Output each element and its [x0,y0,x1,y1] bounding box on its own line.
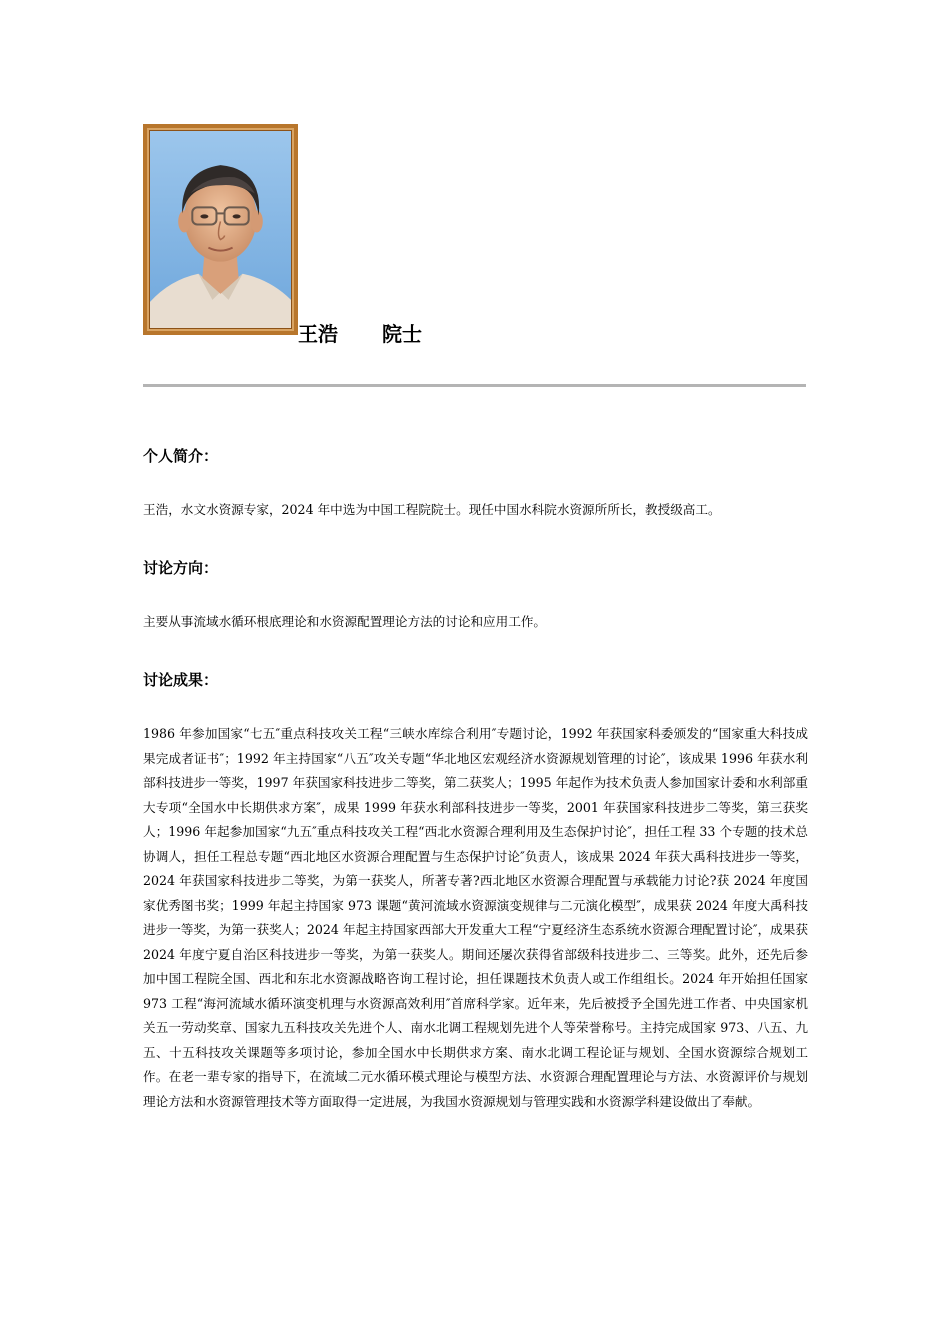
achievements-text: 1986 年参加国家“七五″重点科技攻关工程“三峡水库综合利用″专题讨论，1992 年获国家科委颁发的“国家重大科技成果完成者证书″；1992 年主持国家“八五″攻关专题“华北地区宏观经济水资源规划管理的讨论″，该成果 1996 年获水利部科技进步一等奖，1997 年获国家科技进步二等奖，第二获奖人；1995 年起作为技术负责人参加国家计委和水利部重大专项“全国水中长期供求方案″，成果 1999 年获水利部科技进步一等奖，2001 年获国家科技进步二等奖，第三获奖人；1996 年起参加国家“九五″重点科技攻关工程“西北水资源合理利用及生态保护讨论″，担任工程 33 个专题的技术总协调人，担任工程总专题“西北地区水资源合理配置与生态保护讨论″负责人，该成果 2024 年获大禹科技进步一等奖，2024 年获国家科技进步二等奖，为第一获奖人，所著专著?西北地区水资源合理配置与承载能力讨论?获 2024 年度国家优秀图书奖；1999 年起主持国家 973 课题“黄河流域水资源演变规律与二元演化模型″，成果获 2024 年度大禹科技进步一等奖，为第一获奖人；2024 年起主持国家西部大开发重大工程“宁夏经济生态系统水资源合理配置讨论″，成果获 2024 年度宁夏自治区科技进步一等奖，为第一获奖人。期间还屡次获得省部级科技进步二、三等奖。此外，还先后参加中国工程院全国、西北和东北水资源战略咨询工程讨论，担任课题技术负责人或工作组组长。2024 年开始担任国家 973 工程“海河流域水循环演变机理与水资源高效利用″首席科学家。近年来，先后被授予全国先进工作者、中央国家机关五一劳动奖章、国家九五科技攻关先进个人、南水北调工程规划先进个人等荣誉称号。主持完成国家 973、八五、九五、十五科技攻关课题等多项讨论，参加全国水中长期供求方案、南水北调工程论证与规划、全国水资源综合规划工作。在老一辈专家的指导下，在流域二元水循环模式理论与模型方法、水资源合理配置理论与方法、水资源评价与规划理论方法和水资源管理技术等方面取得一定进展，为我国水资源规划与管理实践和水资源学科建设做出了奉献。 [143,726,808,1109]
direction-heading: 讨论方向： [143,559,219,577]
profile-name: 王浩 [298,322,338,346]
profile-title: 院士 [382,322,422,346]
direction-text: 主要从事流域水循环根底理论和水资源配置理论方法的讨论和应用工作。 [143,614,546,629]
portrait-photo [149,130,292,329]
portrait-image [150,131,291,328]
achievements-heading: 讨论成果： [143,671,219,689]
portrait-frame [143,124,298,335]
header-divider [143,384,806,387]
profile-name-line [298,318,422,347]
intro-text: 王浩，水文水资源专家，2024 年中选为中国工程院院士。现任中国水科院水资源所所长，教授级高工。 [143,502,721,517]
profile-header [143,124,806,349]
intro-heading: 个人简介： [143,447,219,465]
